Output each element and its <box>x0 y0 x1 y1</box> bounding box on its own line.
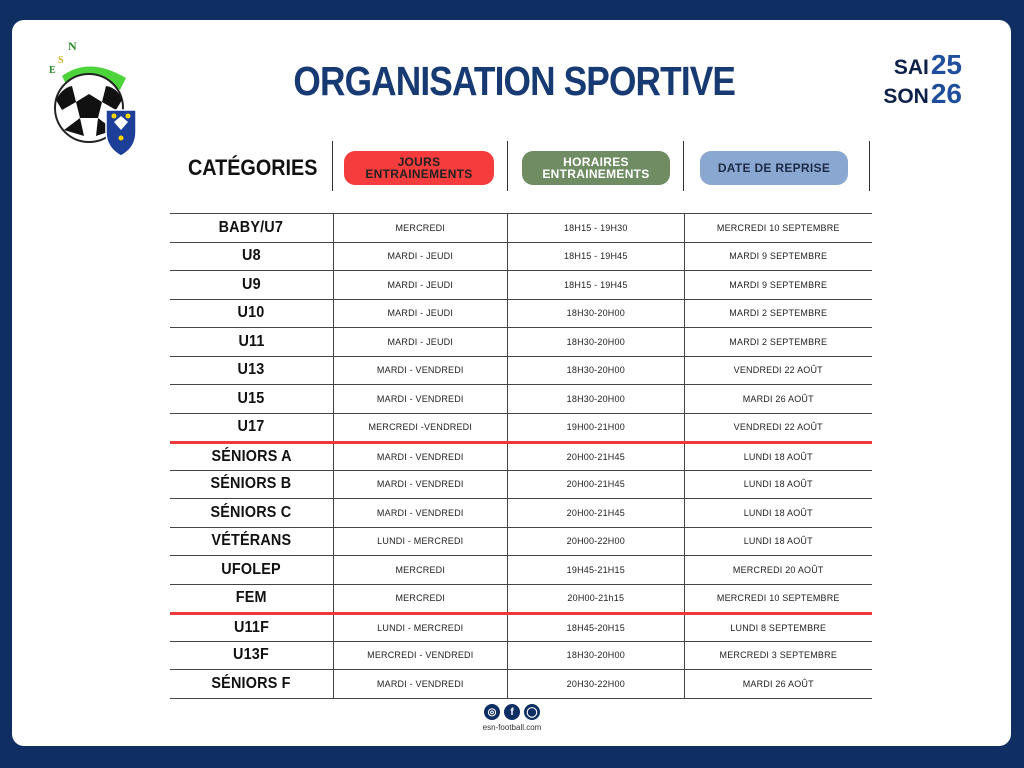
days-cell <box>334 300 509 328</box>
table-row <box>170 441 872 470</box>
season-label-2: SON <box>883 85 929 108</box>
restart-cell <box>685 615 872 641</box>
hours-cell <box>508 528 685 556</box>
restart-cell <box>685 670 872 698</box>
days-cell <box>334 471 509 499</box>
restart-cell <box>685 642 872 670</box>
table-row <box>170 669 872 699</box>
days-cell-text: MARDI - VENDREDI <box>376 479 464 490</box>
category-cell <box>170 357 334 385</box>
logo-letter-n: N <box>68 39 77 53</box>
category-cell <box>170 385 334 413</box>
hours-cell <box>508 271 685 299</box>
restart-cell-text: MERCREDI 10 SEPTEMBRE <box>716 593 840 604</box>
restart-cell-text: MARDI 2 SEPTEMBRE <box>729 308 828 319</box>
restart-cell-text: VENDREDI 22 AOÛT <box>733 422 823 433</box>
facebook-icon[interactable]: f <box>504 704 520 720</box>
category-cell <box>170 585 334 613</box>
footer <box>0 704 1024 732</box>
restart-cell-text: LUNDI 18 AOÛT <box>743 451 813 462</box>
hours-cell <box>508 471 685 499</box>
restart-cell <box>685 214 872 242</box>
category-cell <box>170 328 334 356</box>
restart-cell <box>685 243 872 271</box>
restart-cell-text: MARDI 9 SEPTEMBRE <box>729 279 828 290</box>
hours-cell-text: 19H45-21H15 <box>566 564 625 575</box>
category-cell <box>170 214 334 242</box>
table-row <box>170 470 872 499</box>
hours-cell <box>508 214 685 242</box>
days-cell-text: MERCREDI <box>395 564 446 575</box>
category-cell-text: FEM <box>235 589 267 607</box>
table-row <box>170 527 872 556</box>
hours-cell-text: 18H30-20H00 <box>566 365 625 376</box>
category-cell-text: SÉNIORS A <box>211 447 292 465</box>
days-cell <box>334 357 509 385</box>
hours-cell <box>508 499 685 527</box>
table-row <box>170 641 872 670</box>
hours-cell-text: 20H00-21H45 <box>566 507 625 518</box>
globe-icon[interactable]: ◎ <box>484 704 500 720</box>
hours-cell <box>508 300 685 328</box>
days-cell-text: MARDI - VENDREDI <box>376 678 464 689</box>
days-cell <box>334 499 509 527</box>
restart-cell <box>685 271 872 299</box>
hours-cell-text: 20H00-22H00 <box>566 536 625 547</box>
days-cell <box>334 444 509 470</box>
table-row <box>170 213 872 242</box>
days-cell-text: MARDI - JEUDI <box>387 336 454 347</box>
category-cell <box>170 471 334 499</box>
category-cell-text: VÉTÉRANS <box>211 532 292 550</box>
restart-cell <box>685 471 872 499</box>
category-cell-text: U17 <box>237 418 265 436</box>
hours-cell-text: 18H30-20H00 <box>566 650 625 661</box>
days-cell <box>334 670 509 698</box>
restart-cell-text: LUNDI 18 AOÛT <box>743 479 813 490</box>
restart-cell <box>685 499 872 527</box>
category-cell-text: U11F <box>233 618 269 636</box>
days-cell-text: MERCREDI - VENDREDI <box>367 650 474 661</box>
table-row <box>170 584 872 613</box>
hours-cell <box>508 385 685 413</box>
column-header-category: CATÉGORIES <box>188 155 318 180</box>
restart-cell-text: MARDI 26 AOÛT <box>742 393 814 404</box>
hours-cell <box>508 243 685 271</box>
hours-cell <box>508 585 685 613</box>
restart-cell-text: MERCREDI 10 SEPTEMBRE <box>716 222 840 233</box>
days-cell-text: MARDI - VENDREDI <box>376 393 464 404</box>
column-header-days: JOURS ENTRAINEMENTS <box>344 151 494 185</box>
restart-cell <box>685 357 872 385</box>
category-cell <box>170 615 334 641</box>
days-cell <box>334 328 509 356</box>
hours-cell-text: 18H30-20H00 <box>566 393 625 404</box>
category-cell <box>170 444 334 470</box>
page-title: ORGANISATION SPORTIVE <box>293 58 736 104</box>
hours-cell <box>508 357 685 385</box>
days-cell <box>334 271 509 299</box>
category-cell <box>170 243 334 271</box>
restart-cell <box>685 385 872 413</box>
logo-letter-e: E <box>49 65 56 76</box>
days-cell-text: MARDI - VENDREDI <box>376 507 464 518</box>
days-cell <box>334 243 509 271</box>
days-cell-text: LUNDI - MERCREDI <box>377 622 464 633</box>
days-cell-text: MARDI - JEUDI <box>387 251 454 262</box>
table-row <box>170 356 872 385</box>
header-divider <box>507 141 508 191</box>
hours-cell-text: 18H15 - 19H30 <box>563 222 628 233</box>
days-cell <box>334 214 509 242</box>
column-header-restart: DATE DE REPRISE <box>700 151 848 185</box>
header-divider <box>869 141 870 191</box>
restart-cell-text: VENDREDI 22 AOÛT <box>733 365 823 376</box>
days-cell-text: MARDI - VENDREDI <box>376 365 464 376</box>
days-cell <box>334 585 509 613</box>
category-cell <box>170 300 334 328</box>
table-row <box>170 555 872 584</box>
hours-cell-text: 18H30-20H00 <box>566 336 625 347</box>
table-row <box>170 327 872 356</box>
hours-cell-text: 18H30-20H00 <box>566 308 625 319</box>
restart-cell-text: LUNDI 18 AOÛT <box>743 536 813 547</box>
hours-cell-text: 20H00-21H45 <box>566 451 625 462</box>
days-cell <box>334 615 509 641</box>
hours-cell-text: 20H00-21H45 <box>566 479 625 490</box>
hours-cell-text: 18H15 - 19H45 <box>563 279 628 290</box>
restart-cell-text: MARDI 26 AOÛT <box>742 678 814 689</box>
restart-cell-text: LUNDI 8 SEPTEMBRE <box>730 622 827 633</box>
season-badge <box>842 49 962 110</box>
header-divider <box>683 141 684 191</box>
hours-cell <box>508 444 685 470</box>
schedule-table <box>170 213 872 699</box>
season-label-1: SAI <box>893 56 929 79</box>
category-cell-text: U8 <box>241 247 261 265</box>
category-cell-text: U13 <box>237 361 265 379</box>
season-number-1: 25 <box>930 49 962 80</box>
header-divider <box>332 141 333 191</box>
hours-cell <box>508 670 685 698</box>
category-cell-text: U15 <box>237 389 265 407</box>
hours-cell-text: 20H00-21h15 <box>567 593 625 604</box>
category-cell-text: U9 <box>241 275 261 293</box>
category-cell-text: BABY/U7 <box>219 218 284 236</box>
hours-cell <box>508 328 685 356</box>
hours-cell <box>508 642 685 670</box>
restart-cell-text: LUNDI 18 AOÛT <box>743 507 813 518</box>
hours-cell <box>508 615 685 641</box>
category-cell-text: SÉNIORS F <box>211 674 291 692</box>
restart-cell <box>685 556 872 584</box>
season-number-2: 26 <box>930 78 962 109</box>
days-cell-text: MARDI - JEUDI <box>387 279 454 290</box>
category-cell-text: UFOLEP <box>221 560 282 578</box>
days-cell-text: LUNDI - MERCREDI <box>377 536 464 547</box>
category-cell <box>170 670 334 698</box>
days-cell <box>334 556 509 584</box>
category-cell-text: SÉNIORS B <box>210 475 292 493</box>
days-cell-text: MERCREDI <box>395 593 446 604</box>
category-cell <box>170 642 334 670</box>
days-cell-text: MARDI - JEUDI <box>387 308 454 319</box>
hours-cell-text: 19H00-21H00 <box>566 422 625 433</box>
category-cell <box>170 528 334 556</box>
days-cell <box>334 642 509 670</box>
category-cell-text: U13F <box>233 646 270 664</box>
days-cell <box>334 414 509 442</box>
category-cell <box>170 556 334 584</box>
hours-cell-text: 18H15 - 19H45 <box>563 251 628 262</box>
logo-letter-s: S <box>58 55 64 66</box>
restart-cell-text: MARDI 9 SEPTEMBRE <box>729 251 828 262</box>
days-cell-text: MERCREDI -VENDREDI <box>368 422 473 433</box>
restart-cell-text: MERCREDI 3 SEPTEMBRE <box>719 650 838 661</box>
category-cell <box>170 414 334 442</box>
restart-cell <box>685 328 872 356</box>
days-cell <box>334 385 509 413</box>
restart-cell-text: MERCREDI 20 AOÛT <box>732 564 824 575</box>
table-row <box>170 384 872 413</box>
days-cell <box>334 528 509 556</box>
table-row <box>170 299 872 328</box>
days-cell-text: MARDI - VENDREDI <box>376 451 464 462</box>
days-cell-text: MERCREDI <box>395 222 446 233</box>
table-row <box>170 242 872 271</box>
category-cell-text: U11 <box>238 332 265 350</box>
category-cell-text: U10 <box>237 304 265 322</box>
table-row <box>170 498 872 527</box>
website-link[interactable]: esn-football.com <box>482 723 542 732</box>
category-cell-text: SÉNIORS C <box>210 503 292 521</box>
table-row <box>170 413 872 442</box>
hours-cell <box>508 556 685 584</box>
restart-cell <box>685 300 872 328</box>
restart-cell <box>685 444 872 470</box>
column-header-hours: HORAIRES ENTRAINEMENTS <box>522 151 670 185</box>
hours-cell <box>508 414 685 442</box>
restart-cell <box>685 414 872 442</box>
table-row <box>170 270 872 299</box>
table-row <box>170 612 872 641</box>
instagram-icon[interactable]: ◯ <box>524 704 540 720</box>
hours-cell-text: 20H30-22H00 <box>566 678 625 689</box>
restart-cell <box>685 585 872 613</box>
hours-cell-text: 18H45-20H15 <box>566 622 625 633</box>
restart-cell <box>685 528 872 556</box>
category-cell <box>170 499 334 527</box>
category-cell <box>170 271 334 299</box>
restart-cell-text: MARDI 2 SEPTEMBRE <box>729 336 828 347</box>
